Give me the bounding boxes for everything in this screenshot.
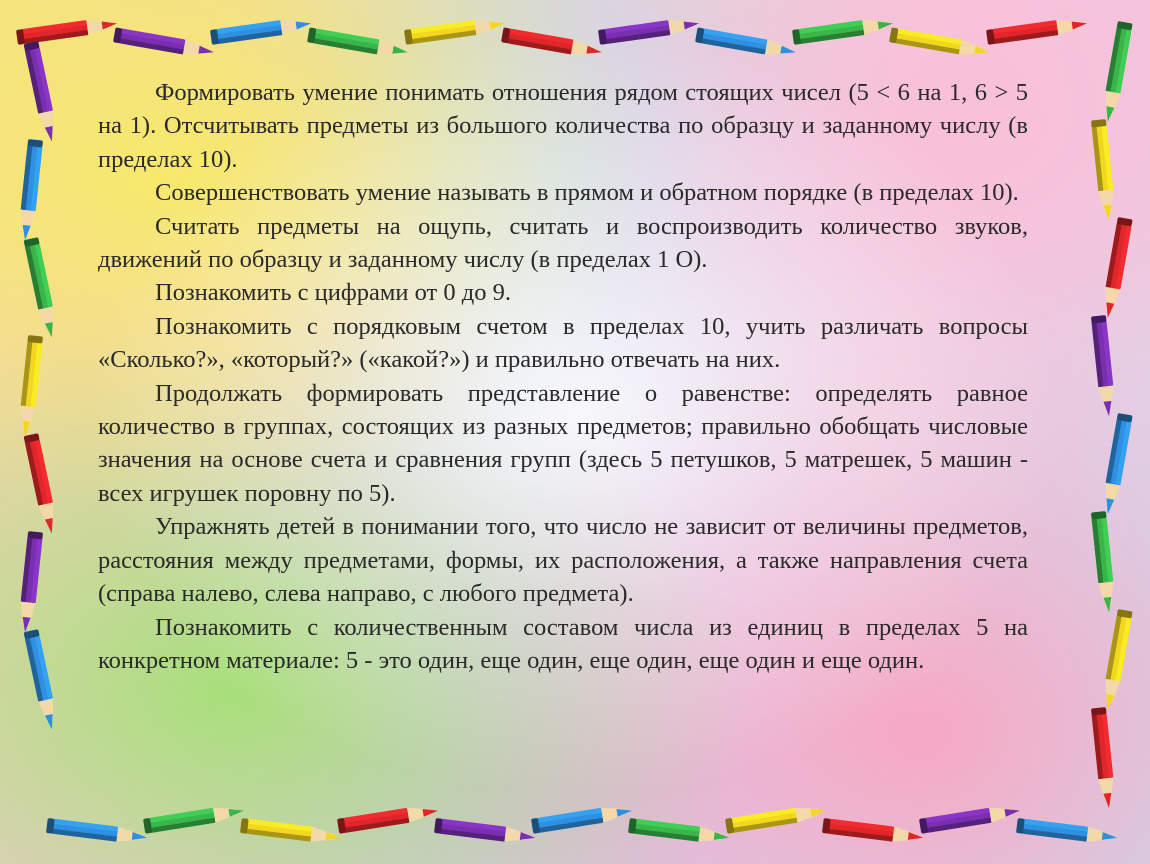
colored-pencil-icon: [24, 41, 60, 143]
colored-pencil-icon: [1091, 119, 1116, 221]
colored-pencil-icon: [628, 818, 730, 845]
paragraph: Познакомить с цифрами от 0 до 9.: [155, 279, 511, 307]
paragraph: Считать предметы на ощупь, считать и воспроизводить количество звуков, движений по образцу и заданному числу (в пределах 1 О).: [98, 212, 1028, 274]
colored-pencil-icon: [18, 335, 43, 437]
colored-pencil-icon: [1091, 511, 1116, 613]
colored-pencil-icon: [1100, 217, 1132, 319]
colored-pencil-icon: [1016, 818, 1118, 845]
colored-pencil-icon: [24, 237, 60, 339]
colored-pencil-icon: [889, 27, 991, 59]
colored-pencil-icon: [18, 139, 43, 241]
colored-pencil-icon: [695, 27, 797, 59]
colored-pencil-icon: [822, 818, 924, 845]
document-body: [98, 76, 1028, 677]
colored-pencil-icon: [143, 803, 245, 834]
colored-pencil-icon: [1100, 21, 1132, 123]
colored-pencil-icon: [18, 531, 43, 633]
colored-pencil-icon: [725, 803, 827, 834]
colored-pencil-icon: [434, 818, 536, 845]
colored-pencil-icon: [792, 16, 894, 45]
colored-pencil-icon: [404, 16, 506, 45]
colored-pencil-icon: [1091, 315, 1116, 417]
colored-pencil-icon: [1100, 609, 1132, 711]
colored-pencil-icon: [501, 27, 603, 59]
paragraph: Формировать умение понимать отношения рядом стоящих чисел (5 < 6 на 1, 6 > 5 на 1). Отсчитывать предметы из большого количества по образцу и заданному числу (в пределах 10).: [98, 79, 1028, 173]
paragraph: Продолжать формировать представление о равенстве: определять равное количество в группах, состоящих из разных предметов; правильно обобщать числовые значения на основе счета и сравнения групп (здесь 5 петушков, 5 матрешек, 5 машин - всех игрушек поровну по 5).: [98, 379, 1028, 507]
colored-pencil-icon: [598, 16, 700, 45]
paragraph: Совершенствовать умение называть в прямом и обратном порядке (в пределах 10).: [155, 179, 1019, 207]
colored-pencil-icon: [24, 433, 60, 535]
colored-pencil-icon: [210, 16, 312, 45]
colored-pencil-icon: [986, 16, 1088, 45]
colored-pencil-icon: [337, 803, 439, 834]
colored-pencil-icon: [1091, 707, 1116, 809]
colored-pencil-icon: [1100, 413, 1132, 515]
colored-pencil-icon: [16, 16, 118, 45]
paragraph: Познакомить с порядковым счетом в пределах 10, учить различать вопросы «Сколько?», «который?» («какой?») и правильно отвечать на них.: [98, 312, 1028, 374]
paragraph: Упражнять детей в понимании того, что число не зависит от величины предметов, расстояния между предметами, формы, их расположения, а также направления счета (справа налево, слева направо, с любого предмета).: [98, 513, 1028, 608]
paragraph: Познакомить с количественным составом числа из единиц в пределах 5 на конкретном материале: 5 - это один, еще один, еще один, еще один и еще один.: [98, 613, 1028, 674]
colored-pencil-icon: [24, 629, 60, 731]
colored-pencil-icon: [307, 27, 409, 59]
colored-pencil-icon: [46, 818, 148, 845]
colored-pencil-icon: [531, 803, 633, 834]
colored-pencil-icon: [919, 803, 1021, 834]
colored-pencil-icon: [240, 818, 342, 845]
colored-pencil-icon: [113, 27, 215, 59]
